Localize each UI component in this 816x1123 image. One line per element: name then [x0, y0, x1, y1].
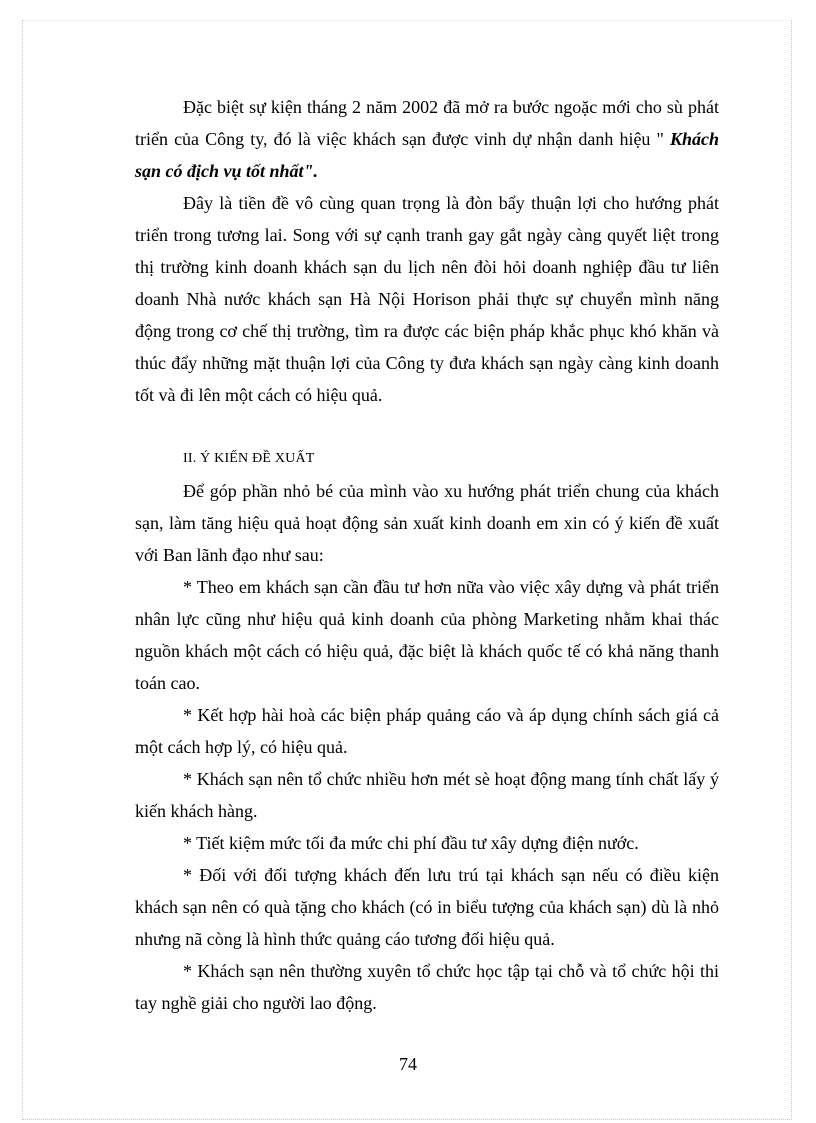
intro-text-block [135, 91, 719, 411]
proposal-item: * Khách sạn nên thường xuyên tổ chức học tập tại chỗ và tổ chức hội thi tay nghề giải cho người lao động. [135, 961, 719, 1013]
proposal-item: * Kết hợp hài hoà các biện pháp quảng cáo và áp dụng chính sách giá cả một cách hợp lý, có hiệu quả. [135, 705, 719, 757]
section-intro: Để góp phần nhỏ bé của mình vào xu hướng phát triển chung của khách sạn, làm tăng hiệu quả hoạt động sản xuất kinh doanh em xin có ý kiến đề xuất với Ban lãnh đạo như sau: [135, 481, 719, 565]
paragraph-award [135, 91, 719, 187]
proposal-item: * Đối với đối tượng khách đến lưu trú tại khách sạn nếu có điều kiện khách sạn nên có quà tặng cho khách (có in biểu tượng của khách sạn) dù là nhỏ nhưng nã còng là hình thức quảng cáo tương đối hiệu quả. [135, 865, 719, 949]
page-number: 74 [399, 1054, 417, 1074]
paragraph-award-text: Đặc biệt sự kiện tháng 2 năm 2002 đã mở ra bước ngoặc mới cho sù phát triển của Công ty, đó là việc khách sạn được vinh dự nhận danh hiệu " [135, 97, 719, 149]
section-heading: II. Ý KIẾN ĐỀ XUẤT [183, 451, 315, 466]
proposal-item: * Tiết kiệm mức tối đa mức chi phí đầu tư xây dựng điện nước. [183, 833, 639, 853]
proposal-item: * Khách sạn nên tổ chức nhiều hơn mét sè hoạt động mang tính chất lấy ý kiến khách hàng. [135, 769, 719, 821]
award-title: Khách sạn có địch vụ tốt nhất". [135, 129, 719, 181]
proposal-section [135, 443, 719, 1019]
paragraph-development: Đây là tiền đề vô cùng quan trọng là đòn bẩy thuận lợi cho hướng phát triển trong tương lai. Song với sự cạnh tranh gay gắt ngày càng quyết liệt trong thị trường kinh doanh khách sạn du lịch nên đòi hỏi doanh nghiệp đầu tư liên doanh Nhà nước khách sạn Hà Nội Horison phải thực sự chuyển mình năng động trong cơ chế thị trường, tìm ra được các biện pháp khắc phục khó khăn và thúc đẩy những mặt thuận lợi của Công ty đưa khách sạn ngày càng kinh doanh tốt và đi lên một cách có hiệu quả. [135, 193, 719, 405]
proposal-item: * Theo em khách sạn cần đầu tư hơn nữa vào việc xây dựng và phát triển nhân lực cũng như hiệu quả kinh doanh của phòng Marketing nhằm khai thác nguồn khách một cách có hiệu quả, đặc biệt là khách quốc tế có khả năng thanh toán cao. [135, 577, 719, 693]
